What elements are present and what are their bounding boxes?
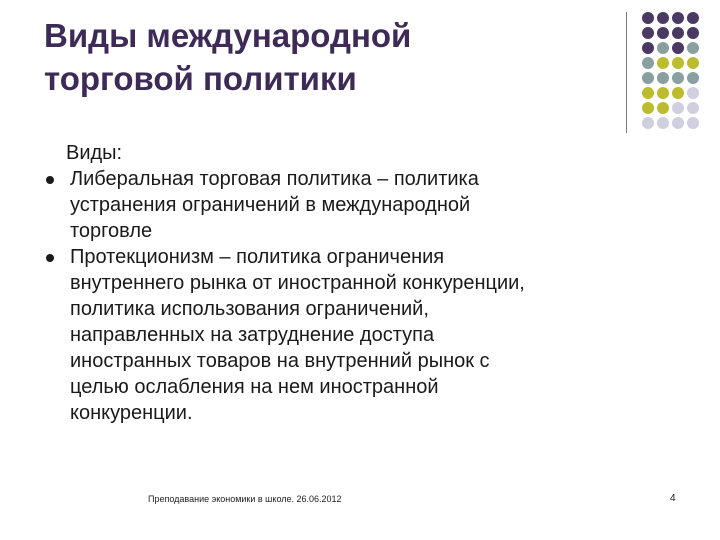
- decor-dot: [687, 72, 699, 84]
- bullet-icon: [46, 254, 54, 262]
- decor-dot: [642, 102, 654, 114]
- bullet-line: целью ослабления на нем иностранной: [70, 376, 439, 398]
- bullet-line: внутреннего рынка от иностранной конкуренции,: [70, 272, 525, 294]
- decor-dot: [642, 27, 654, 39]
- decor-dot: [687, 117, 699, 129]
- decor-dot: [657, 42, 669, 54]
- bullet-line: Либеральная торговая политика – политика: [70, 168, 479, 190]
- decor-dot: [672, 27, 684, 39]
- decor-dot: [672, 57, 684, 69]
- bullet-item-protectionism: [44, 244, 684, 426]
- decor-dot: [687, 102, 699, 114]
- bullet-item-liberal: [44, 166, 684, 244]
- decor-dot: [672, 12, 684, 24]
- title-line: торговой политики: [44, 60, 357, 97]
- decorative-dot-grid: [642, 12, 700, 130]
- slide-title: [44, 14, 604, 100]
- decor-dot: [672, 102, 684, 114]
- decor-dot: [657, 87, 669, 99]
- decor-dot: [642, 12, 654, 24]
- title-line: Виды международной: [44, 17, 412, 54]
- divider-line: [626, 12, 627, 133]
- decor-dot: [642, 87, 654, 99]
- decor-dot: [657, 72, 669, 84]
- decor-dot: [672, 72, 684, 84]
- decor-dot: [642, 42, 654, 54]
- bullet-icon: [46, 176, 54, 184]
- decor-dot: [657, 117, 669, 129]
- slide-body: [44, 140, 684, 426]
- decor-dot: [672, 87, 684, 99]
- bullet-line: конкуренции.: [70, 402, 193, 424]
- decor-dot: [657, 57, 669, 69]
- decor-dot: [687, 27, 699, 39]
- bullet-line: устранения ограничений в международной: [70, 194, 471, 216]
- decor-dot: [642, 57, 654, 69]
- decor-dot: [657, 12, 669, 24]
- decor-dot: [672, 117, 684, 129]
- decor-dot: [687, 42, 699, 54]
- decor-dot: [642, 72, 654, 84]
- bullet-line: политика использования ограничений,: [70, 298, 429, 320]
- decor-dot: [687, 57, 699, 69]
- decor-dot: [672, 42, 684, 54]
- decor-dot: [657, 27, 669, 39]
- bullet-line: иностранных товаров на внутренний рынок с: [70, 350, 490, 372]
- page-number: 4: [670, 493, 676, 504]
- decor-dot: [642, 117, 654, 129]
- bullet-line: торговле: [70, 220, 153, 242]
- decor-dot: [687, 12, 699, 24]
- decor-dot: [657, 102, 669, 114]
- bullet-line: Протекционизм – политика ограничения: [70, 246, 445, 268]
- intro-text: Виды:: [66, 142, 123, 164]
- bullet-line: направленных на затруднение доступа: [70, 324, 435, 346]
- slide-footer: Преподавание экономики в школе. 26.06.2012: [148, 494, 342, 504]
- decor-dot: [687, 87, 699, 99]
